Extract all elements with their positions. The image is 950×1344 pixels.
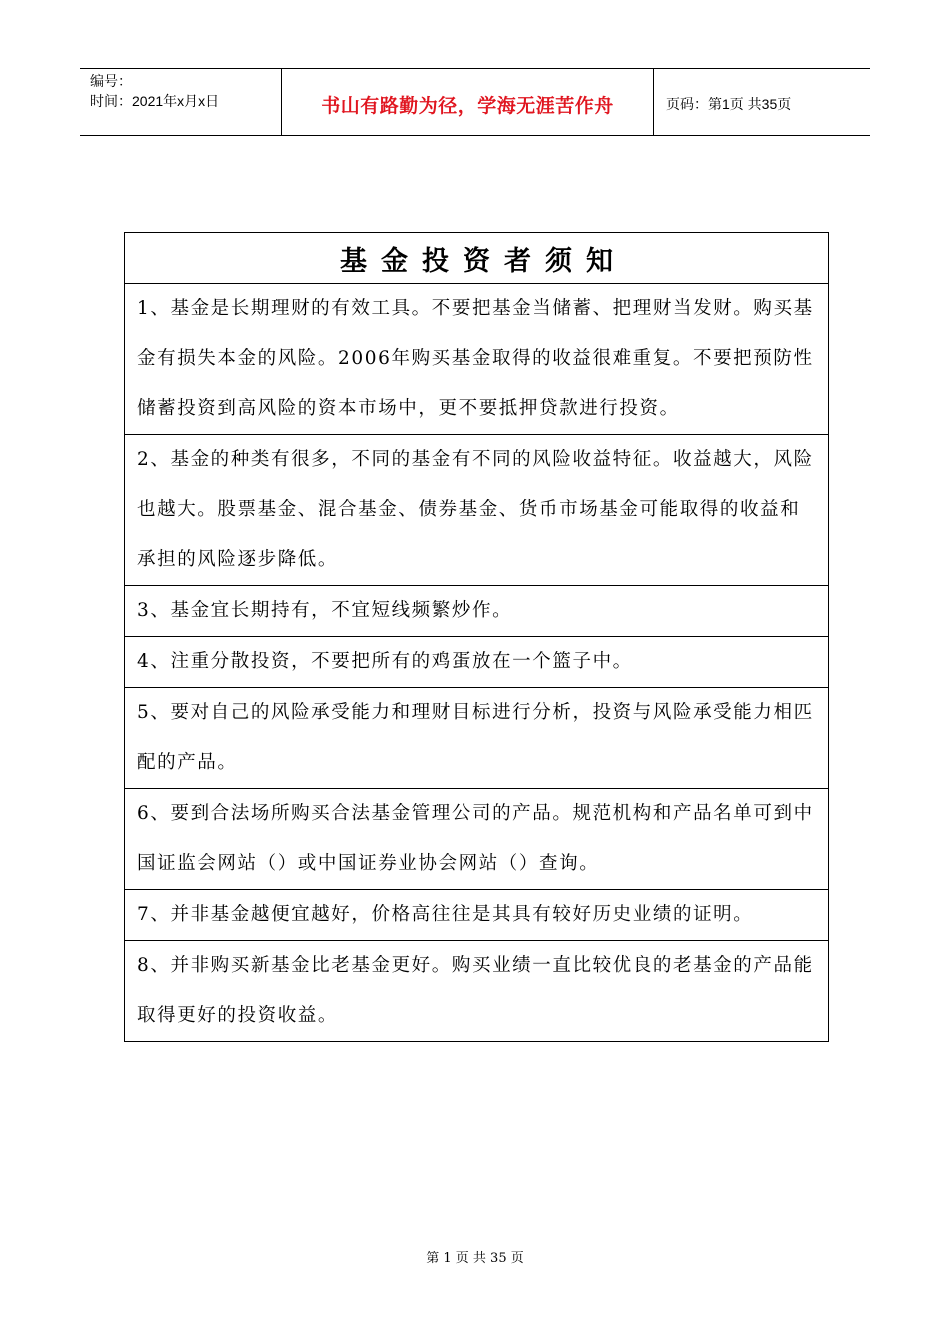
notice-item-5: 5、要对自己的风险承受能力和理财目标进行分析，投资与风险承受能力相匹配的产品。 xyxy=(125,688,829,789)
notice-item-4: 4、注重分散投资，不要把所有的鸡蛋放在一个篮子中。 xyxy=(125,637,829,688)
notice-item-2: 2、基金的种类有很多，不同的基金有不同的风险收益特征。收益越大，风险也越大。股票基金、混合基金、债券基金、货币市场基金可能取得的收益和承担的风险逐步降低。 xyxy=(125,435,829,586)
notice-item-row xyxy=(125,435,829,586)
notice-item-row xyxy=(125,890,829,941)
notice-item-row xyxy=(125,586,829,637)
notice-title-row xyxy=(125,233,829,284)
notice-item-row xyxy=(125,789,829,890)
header-motto: 书山有路勤为径，学海无涯苦作舟 xyxy=(282,69,654,135)
notice-item-row xyxy=(125,284,829,435)
page-header xyxy=(80,68,870,136)
notice-table xyxy=(124,232,829,1042)
notice-item-3: 3、基金宜长期持有，不宜短线频繁炒作。 xyxy=(125,586,829,637)
notice-item-row xyxy=(125,688,829,789)
time-label: 时间：2021年x月x日 xyxy=(90,93,220,109)
header-meta xyxy=(80,69,282,135)
notice-item-row xyxy=(125,941,829,1042)
notice-item-7: 7、并非基金越便宜越好，价格高往往是其具有较好历史业绩的证明。 xyxy=(125,890,829,941)
notice-item-6: 6、要到合法场所购买合法基金管理公司的产品。规范机构和产品名单可到中国证监会网站（）或中国证券业协会网站（）查询。 xyxy=(125,789,829,890)
notice-title: 基金投资者须知 xyxy=(125,233,829,284)
header-page-info: 页码：第1页 共35页 xyxy=(666,96,792,112)
notice-item-1: 1、基金是长期理财的有效工具。不要把基金当储蓄、把理财当发财。购买基金有损失本金的风险。2006年购买基金取得的收益很难重复。不要把预防性储蓄投资到高风险的资本市场中，更不要抵押贷款进行投资。 xyxy=(125,284,829,435)
number-label: 编号： xyxy=(90,73,132,89)
notice-item-8: 8、并非购买新基金比老基金更好。购买业绩一直比较优良的老基金的产品能取得更好的投资收益。 xyxy=(125,941,829,1042)
page-footer: 第 1 页 共 35 页 xyxy=(426,1251,524,1266)
notice-item-row xyxy=(125,637,829,688)
